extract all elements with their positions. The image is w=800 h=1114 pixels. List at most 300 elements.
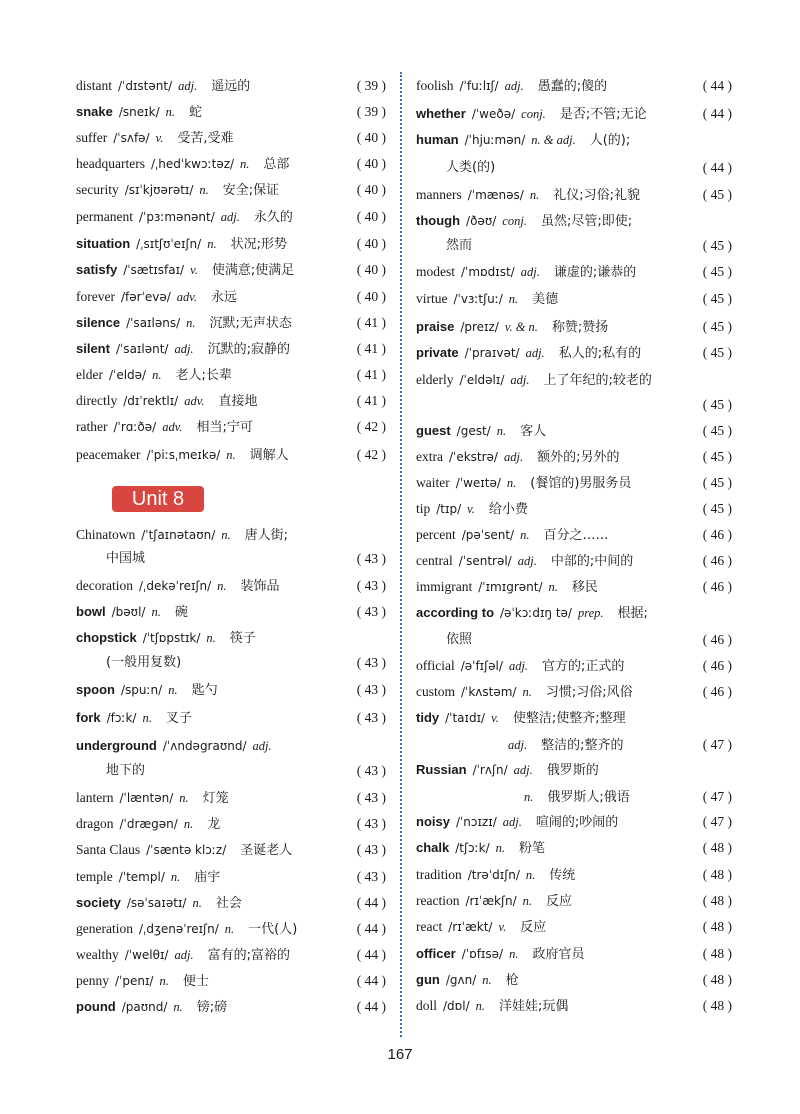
entry-part-of-speech: n. [548,580,558,594]
entry-meaning: 虽然;尽管;即使; [540,214,633,229]
vocab-entry [76,678,386,702]
entry-page-ref: ( 46 ) [702,658,732,673]
entry-part-of-speech: n. [186,316,196,330]
entry-phonetic: /ˈpenɪ/ [115,974,154,988]
entry-page-ref: ( 45 ) [702,291,732,306]
entry-meaning: 俄罗斯的 [546,763,599,778]
entry-continuation [446,393,732,417]
entry-word: official [416,658,455,673]
entry-word: tidy [416,710,440,725]
entry-meaning: 传统 [549,868,576,883]
vocab-entry [416,102,732,126]
entry-meaning: 蛇 [188,105,202,120]
vocab-entry [76,74,386,98]
entry-meaning: 一代(人) [248,922,298,937]
entry-meaning: 谦虚的;谦恭的 [553,265,637,280]
entry-phonetic: /ˈdɪstənt/ [118,79,173,93]
vocab-entry [416,889,732,913]
vocab-entry [76,786,386,810]
entry-word: spoon [76,682,115,697]
entry-meaning: 庙宇 [194,870,221,885]
entry-part-of-speech: prep. [577,606,604,620]
entry-meaning: 调解人 [249,448,289,463]
entry-phonetic: /əˈfɪʃəl/ [460,659,503,673]
entry-page-ref: ( 39 ) [356,78,386,93]
entry-meaning: 总部 [263,157,290,172]
entry-meaning: 客人 [520,424,547,439]
vocab-entry [416,810,732,834]
entry-phonetic: /ˈnɔɪzɪ/ [455,815,497,829]
entry-meaning: 粉笔 [519,841,546,856]
vocab-entry [416,445,732,469]
entry-phonetic: /ˈhjuːmən/ [464,133,526,147]
entry-word: percent [416,527,456,542]
entry-phonetic: /ˈtʃaɪnətaʊn/ [141,528,216,542]
entry-part-of-speech: n. [529,188,540,202]
entry-phonetic: /ˈvɜːtʃuː/ [453,292,503,306]
entry-page-ref: ( 40 ) [356,262,386,277]
vocab-entry [76,838,386,862]
vocab-entry [76,969,386,993]
vocab-entry [76,626,386,650]
entry-word: modest [416,264,455,279]
entry-part-of-speech: adj. [503,450,524,464]
entry-continuation-text: 中国城 [106,551,146,566]
entry-phonetic: /ˈpraɪvət/ [464,346,520,360]
entry-word: society [76,895,121,910]
entry-word: permanent [76,209,133,224]
entry-phonetic: /ˌhedˈkwɔːtəz/ [150,157,235,171]
entry-phonetic: /əˈkɔːdɪŋ tə/ [500,606,572,620]
entry-page-ref: ( 44 ) [702,78,732,93]
vocab-entry [76,600,386,624]
entry-page-ref: ( 48 ) [702,919,732,934]
entry-page-ref: ( 44 ) [356,895,386,910]
vocab-entry [416,680,732,704]
entry-meaning: 遥远的 [211,79,251,94]
entry-word: Santa Claus [76,842,141,857]
entry-phonetic: /ˈsaɪləns/ [126,316,181,330]
entry-continuation-text: 整洁的;整齐的 [541,738,624,753]
entry-part-of-speech: n. [482,973,492,987]
entry-meaning: 人(的); [589,133,631,148]
entry-phonetic: /ˈɒfɪsə/ [461,947,504,961]
entry-phonetic: /ˈpɜːmənənt/ [138,210,215,224]
entry-page-ref: ( 45 ) [702,319,732,334]
vocab-entry [416,341,732,365]
entry-continuation-text: 然而 [446,238,473,253]
entry-phonetic: /gest/ [456,424,491,438]
entry-phonetic: /ˈpiːsˌmeɪkə/ [146,448,221,462]
entry-phonetic: /ˈrʌʃn/ [472,763,508,777]
entry-word: central [416,553,453,568]
entry-page-ref: ( 45 ) [702,449,732,464]
entry-phonetic: /trəˈdɪʃn/ [467,868,520,882]
entry-meaning: 礼仪;习俗;礼貌 [553,188,640,203]
entry-word: security [76,182,119,197]
vocab-entry [416,836,732,860]
entry-word: though [416,213,461,228]
entry-page-ref: ( 46 ) [702,553,732,568]
entry-part-of-speech: n. [165,105,175,119]
entry-page-ref: ( 48 ) [702,946,732,961]
entry-word: whether [416,106,466,121]
entry-word: silence [76,315,121,330]
entry-page-ref: ( 43 ) [356,655,386,670]
vocab-entry [76,734,386,758]
vocab-entry [416,968,732,992]
entry-part-of-speech: v. & n. [504,320,538,334]
entry-page-ref: ( 43 ) [356,578,386,593]
entry-meaning: 社会 [215,896,242,911]
entry-word: virtue [416,291,448,306]
entry-part-of-speech: n. [199,183,209,197]
entry-word: forever [76,289,115,304]
entry-page-ref: ( 48 ) [702,840,732,855]
entry-part-of-speech: n. [192,896,202,910]
entry-phonetic: /rɪˈækʃn/ [465,894,517,908]
entry-meaning: 老人;长辈 [175,368,232,383]
entry-word: bowl [76,604,106,619]
vocab-entry [416,706,732,730]
vocab-entry [76,285,386,309]
entry-word: distant [76,78,112,93]
entry-phonetic: /fərˈevə/ [120,290,171,304]
vocab-entry [416,654,732,678]
vocab-entry [76,337,386,361]
entry-part-of-speech: adj. [525,346,545,360]
entry-meaning: 镑;磅 [196,1000,228,1015]
entry-phonetic: /tɪp/ [436,502,462,516]
entry-word: satisfy [76,262,118,277]
entry-part-of-speech: v. [498,920,507,934]
entry-page-ref: ( 41 ) [356,367,386,382]
entry-meaning: 富有的;富裕的 [207,948,290,963]
entry-part-of-speech: n. [173,1000,183,1014]
entry-phonetic: /spuːn/ [121,683,163,697]
entry-meaning: 灯笼 [202,791,229,806]
vocab-entry [416,915,732,939]
entry-page-ref: ( 42 ) [356,419,386,434]
entry-phonetic: /ˈsæntə klɔːz/ [146,843,227,857]
entry-word: rather [76,419,108,434]
entry-meaning: 装饰品 [240,579,280,594]
entry-page-ref: ( 41 ) [356,341,386,356]
entry-page-ref: ( 44 ) [356,947,386,962]
vocab-entry [76,706,386,730]
vocab-entry [416,74,732,98]
entry-page-ref: ( 43 ) [356,682,386,697]
entry-meaning: 使满意;使满足 [211,263,295,278]
entry-page-ref: ( 43 ) [356,551,386,566]
vocab-entry [416,942,732,966]
entry-part-of-speech: n. [152,368,162,382]
entry-page-ref: ( 46 ) [702,684,732,699]
entry-page-ref: ( 43 ) [356,869,386,884]
vocab-entry [416,549,732,573]
entry-word: noisy [416,814,450,829]
entry-word: generation [76,921,133,936]
entry-page-ref: ( 47 ) [702,789,732,804]
entry-continuation-pos: n. [524,790,534,804]
entry-phonetic: /ˈekstrə/ [448,450,498,464]
entry-continuation [446,156,732,180]
entry-continuation [106,759,386,783]
entry-word: underground [76,738,157,753]
entry-phonetic: /tʃɔːk/ [455,841,490,855]
unit-heading-badge: Unit 8 [112,486,204,512]
page-number: 167 [387,1046,413,1063]
entry-phonetic: /ˈmɒdɪst/ [461,265,515,279]
entry-page-ref: ( 45 ) [702,264,732,279]
vocab-entry [76,258,386,282]
entry-page-ref: ( 45 ) [702,187,732,202]
entry-page-ref: ( 48 ) [702,893,732,908]
entry-page-ref: ( 46 ) [702,632,732,647]
entry-phonetic: /dɪˈrektlɪ/ [123,394,179,408]
entry-phonetic: /fɔːk/ [106,711,137,725]
entry-word: praise [416,319,455,334]
vocab-entry [416,368,732,392]
entry-meaning: 是否;不管;无论 [559,107,647,122]
entry-phonetic: /sneɪk/ [118,105,160,119]
entry-part-of-speech: adj. [252,739,272,753]
entry-part-of-speech: n. [217,579,227,593]
entry-part-of-speech: n. [179,791,189,805]
vocab-entry [76,205,386,229]
vocab-entry [76,865,386,889]
entry-meaning: 永远 [211,290,238,305]
entry-part-of-speech: n. [226,448,236,462]
entry-word: dragon [76,816,114,831]
entry-part-of-speech: adj. [513,763,533,777]
entry-page-ref: ( 42 ) [356,447,386,462]
entry-word: guest [416,423,451,438]
entry-part-of-speech: adj. [178,79,198,93]
entry-word: according to [416,605,495,620]
entry-meaning: 喧闹的;吵闹的 [535,815,619,830]
entry-phonetic: /ˈlæntən/ [119,791,174,805]
entry-page-ref: ( 45 ) [702,475,732,490]
entry-part-of-speech: adj. [174,948,194,962]
entry-continuation-text: 俄罗斯人;俄语 [547,790,630,805]
entry-meaning: 相当;宁可 [196,420,253,435]
entry-word: react [416,919,443,934]
entry-phonetic: /pəˈsent/ [461,528,515,542]
vocab-entry [416,209,732,233]
entry-page-ref: ( 45 ) [702,345,732,360]
entry-word: elderly [416,372,454,387]
entry-page-ref: ( 40 ) [356,130,386,145]
entry-meaning: 给小费 [488,502,528,517]
entry-part-of-speech: n. [525,868,536,882]
vocab-entry [416,260,732,284]
entry-meaning: 枪 [505,973,519,988]
entry-continuation [446,628,732,652]
entry-page-ref: ( 40 ) [356,209,386,224]
vocab-entry [76,415,386,439]
entry-phonetic: /preɪz/ [460,320,499,334]
entry-word: wealthy [76,947,119,962]
entry-phonetic: /ˌdekəˈreɪʃn/ [138,579,212,593]
vocab-entry [416,183,732,207]
entry-meaning: 美德 [532,292,559,307]
entry-meaning: 状况;形势 [230,237,287,252]
entry-continuation [508,733,732,757]
entry-phonetic: /rɪˈækt/ [448,920,493,934]
entry-meaning: 官方的;正式的 [542,659,625,674]
entry-phonetic: /ˈeldə/ [108,368,147,382]
entry-page-ref: ( 45 ) [702,501,732,516]
entry-meaning: 安全;保证 [222,183,280,198]
entry-part-of-speech: adj. [502,815,522,829]
column-divider [400,72,402,1037]
entry-meaning: 沉默;无声状态 [209,316,292,331]
entry-meaning: 愚蠢的;傻的 [537,79,608,94]
entry-phonetic: /ˈdrægən/ [119,817,178,831]
entry-word: lantern [76,790,114,805]
entry-word: peacemaker [76,447,141,462]
entry-word: doll [416,998,438,1013]
entry-part-of-speech: conj. [502,214,527,228]
entry-page-ref: ( 44 ) [702,106,732,121]
entry-word: fork [76,710,101,725]
vocab-entry [416,863,732,887]
entry-word: snake [76,104,113,119]
entry-word: pound [76,999,116,1014]
entry-meaning: 洋娃娃;玩偶 [499,999,569,1014]
entry-part-of-speech: n. [207,237,217,251]
entry-part-of-speech: adv. [162,420,183,434]
entry-part-of-speech: adv. [184,394,205,408]
entry-meaning: 中部的;中间的 [550,554,634,569]
entry-page-ref: ( 41 ) [356,393,386,408]
entry-word: Chinatown [76,527,136,542]
vocab-entry [76,178,386,202]
entry-word: tradition [416,867,462,882]
entry-meaning: 沉默的;寂静的 [207,342,290,357]
entry-word: reaction [416,893,460,908]
entry-part-of-speech: n. [168,683,178,697]
entry-phonetic: /dɒl/ [443,999,470,1013]
entry-word: officer [416,946,456,961]
entry-page-ref: ( 47 ) [702,737,732,752]
entry-phonetic: /paʊnd/ [121,1000,168,1014]
entry-part-of-speech: adj. [510,373,530,387]
vocab-entry [416,601,732,625]
entry-page-ref: ( 39 ) [356,104,386,119]
entry-word: human [416,132,459,147]
entry-page-ref: ( 46 ) [702,579,732,594]
entry-word: chopstick [76,630,137,645]
entry-meaning: 移民 [571,580,598,595]
entry-page-ref: ( 41 ) [356,315,386,330]
vocab-entry [76,152,386,176]
entry-meaning: 上了年纪的;较老的 [543,373,652,388]
entry-continuation-text: 依照 [446,632,473,647]
entry-part-of-speech: adj. [517,554,537,568]
entry-page-ref: ( 44 ) [356,973,386,988]
entry-phonetic: /ˈtempl/ [118,870,165,884]
entry-meaning: 受苦,受难 [177,131,234,146]
entry-part-of-speech: adj. [508,659,529,673]
vocab-entry [416,471,732,495]
entry-word: foolish [416,78,454,93]
entry-page-ref: ( 45 ) [702,397,732,412]
entry-part-of-speech: adj. [504,79,524,93]
entry-part-of-speech: n. [170,870,181,884]
entry-part-of-speech: n. [224,922,235,936]
entry-meaning: (餐馆的)男服务员 [530,476,632,491]
entry-page-ref: ( 40 ) [356,236,386,251]
vocab-entry [76,891,386,915]
entry-part-of-speech: n. [506,476,517,490]
entry-phonetic: /ˈsʌfə/ [113,131,150,145]
entry-phonetic: /ˈeldəlɪ/ [459,373,505,387]
vocab-entry [76,812,386,836]
entry-page-ref: ( 43 ) [356,842,386,857]
entry-meaning: 称赞;赞扬 [551,320,609,335]
vocab-entry [76,126,386,150]
entry-phonetic: /ˈfuːlɪʃ/ [459,79,499,93]
entry-page-ref: ( 44 ) [356,921,386,936]
entry-meaning: 习惯;习俗;风俗 [545,685,633,700]
entry-word: private [416,345,459,360]
entry-page-ref: ( 44 ) [356,999,386,1014]
entry-phonetic: /bəʊl/ [111,605,146,619]
entry-part-of-speech: n. [495,841,506,855]
vocab-entry [76,389,386,413]
entry-phonetic: /ˈweðə/ [471,107,516,121]
entry-meaning: 唐人街; [244,528,289,543]
entry-meaning: 直接地 [218,394,258,409]
entry-part-of-speech: adv. [176,290,198,304]
entry-word: penny [76,973,109,988]
entry-word: waiter [416,475,450,490]
entry-meaning: 额外的;另外的 [537,450,620,465]
vocab-entry [416,419,732,443]
entry-page-ref: ( 44 ) [702,160,732,175]
entry-part-of-speech: n. [475,999,486,1013]
vocab-entry [416,523,732,547]
entry-phonetic: /ˈʌndəgraʊnd/ [162,739,247,753]
entry-part-of-speech: v. [155,131,164,145]
entry-page-ref: ( 43 ) [356,816,386,831]
entry-word: gun [416,972,440,987]
entry-page-ref: ( 43 ) [356,790,386,805]
entry-word: situation [76,236,131,251]
vocab-entry [76,443,386,467]
entry-meaning: 反应 [546,894,573,909]
entry-part-of-speech: adj. [174,342,194,356]
entry-phonetic: /sɪˈkjʊərətɪ/ [124,183,194,197]
entry-meaning: 根据; [617,606,648,621]
vocab-entry [76,311,386,335]
entry-page-ref: ( 45 ) [702,238,732,253]
entry-part-of-speech: v. [491,711,499,725]
entry-phonetic: /səˈsaɪətɪ/ [126,896,187,910]
entry-page-ref: ( 40 ) [356,289,386,304]
entry-meaning: 龙 [207,817,221,832]
entry-phonetic: /ðəʊ/ [466,214,497,228]
entry-part-of-speech: n. & adj. [531,133,576,147]
entry-page-ref: ( 46 ) [702,527,732,542]
entry-part-of-speech: n. [522,685,532,699]
entry-phonetic: /ˈsaɪlənt/ [115,342,169,356]
vocab-entry [416,315,732,339]
entry-word: Russian [416,762,467,777]
entry-meaning: 叉子 [165,711,192,726]
